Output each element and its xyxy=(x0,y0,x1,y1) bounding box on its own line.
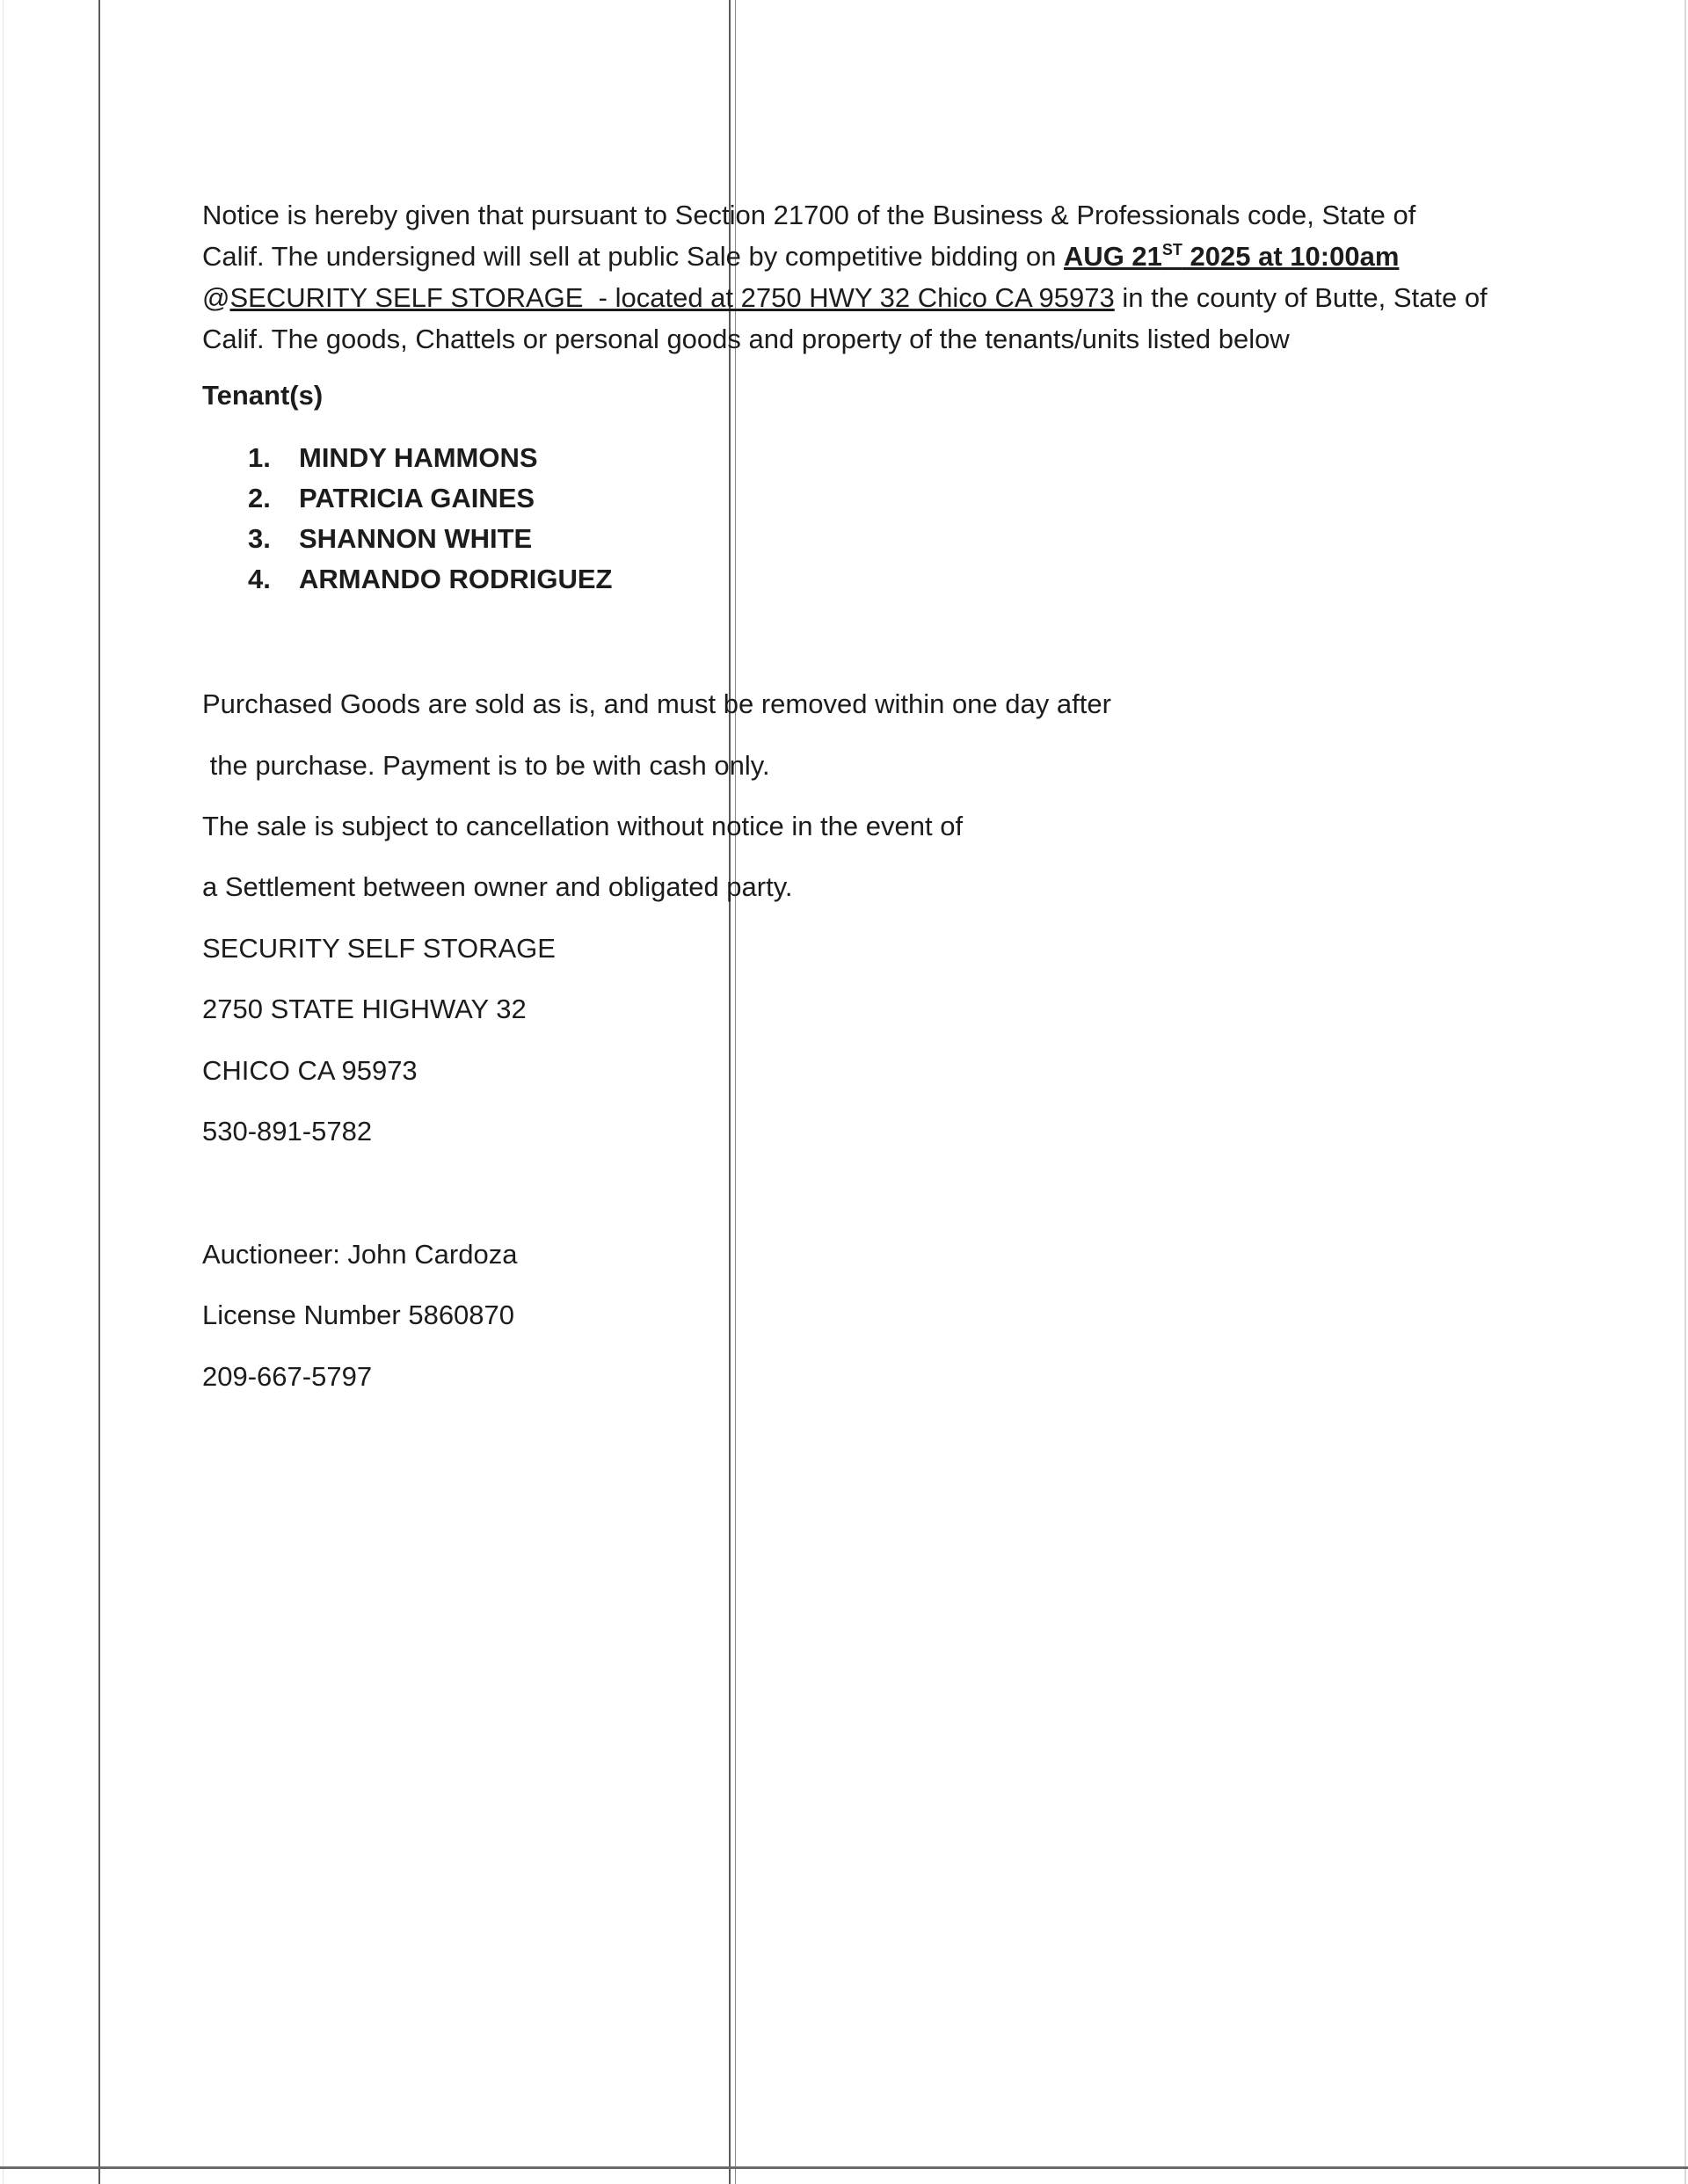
tenant-name: ARMANDO RODRIGUEZ xyxy=(299,564,613,594)
notice-paragraph xyxy=(202,194,1488,360)
tenant-heading: Tenant(s) xyxy=(202,380,324,411)
tenant-list xyxy=(248,438,613,600)
auctioneer-name: Auctioneer: John Cardoza xyxy=(202,1239,518,1270)
tenant-number: 3. xyxy=(248,523,271,554)
scan-edge-right xyxy=(1684,0,1686,2184)
terms-line-2: the purchase. Payment is to be with cash only. xyxy=(202,750,770,781)
notice-line-3-text: in the county of Butte, State of xyxy=(1114,282,1488,313)
notice-line-4: Calif. The goods, Chattels or personal goods and property of the tenants/units listed below xyxy=(202,324,1290,354)
tenant-name: SHANNON WHITE xyxy=(299,523,533,554)
facility-phone: 530-891-5782 xyxy=(202,1116,373,1147)
tenant-number: 4. xyxy=(248,564,271,594)
sale-date xyxy=(1064,241,1399,272)
notice-line-3-at: @ xyxy=(202,282,230,313)
scan-line-left xyxy=(98,0,100,2184)
sale-date-day: AUG 21 xyxy=(1063,241,1162,272)
terms-line-3: The sale is subject to cancellation without notice in the event of xyxy=(202,811,964,841)
notice-line-2-text: Calif. The undersigned will sell at public Sale by competitive bidding on xyxy=(202,241,1064,272)
tenant-number: 1. xyxy=(248,442,271,473)
sale-date-ordinal: ST xyxy=(1161,241,1182,258)
notice-line-3 xyxy=(202,277,1488,318)
auctioneer-license: License Number 5860870 xyxy=(202,1299,515,1330)
tenant-item xyxy=(248,559,613,600)
tenant-name: PATRICIA GAINES xyxy=(299,483,535,513)
sale-date-time: 2025 at 10:00am xyxy=(1182,241,1400,272)
sale-location: SECURITY SELF STORAGE - located at 2750 HWY 32 Chico CA 95973 xyxy=(229,282,1115,313)
tenant-item xyxy=(248,519,613,559)
auctioneer-phone: 209-667-5797 xyxy=(202,1361,373,1392)
tenant-item xyxy=(248,438,613,478)
notice-line-1: Notice is hereby given that pursuant to Section 21700 of the Business & Professionals code, State of xyxy=(202,200,1416,230)
scan-edge-left xyxy=(3,0,4,2184)
tenant-number: 2. xyxy=(248,483,271,513)
facility-address: 2750 STATE HIGHWAY 32 xyxy=(202,994,527,1024)
terms-line-1: Purchased Goods are sold as is, and must be removed within one day after xyxy=(202,688,1111,719)
tenant-name: MINDY HAMMONS xyxy=(299,442,538,473)
notice-line-2 xyxy=(202,236,1488,277)
scan-line-bottom xyxy=(0,2166,1688,2169)
terms-line-4: a Settlement between owner and obligated party. xyxy=(202,871,793,902)
tenant-item xyxy=(248,478,613,519)
facility-city: CHICO CA 95973 xyxy=(202,1055,418,1086)
facility-name: SECURITY SELF STORAGE xyxy=(202,933,556,964)
